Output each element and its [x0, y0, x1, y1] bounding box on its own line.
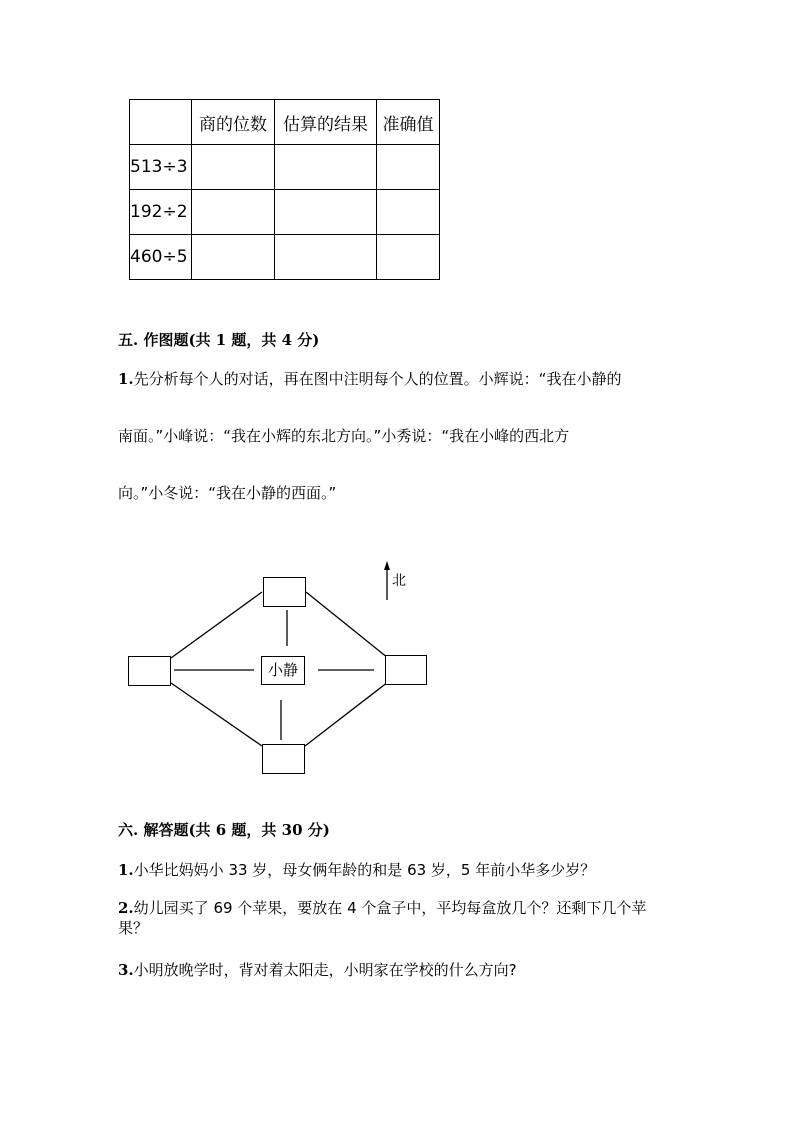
question-number: 1. [118, 861, 134, 879]
question-line: 向。”小冬说：“我在小静的西面。” [118, 484, 337, 502]
header-cell-quotient-digits: 商的位数 [192, 100, 275, 145]
row-expression: 460÷5 [130, 235, 192, 280]
answer-box-east[interactable] [385, 655, 427, 685]
header-cell-estimate: 估算的结果 [275, 100, 377, 145]
answer-box-north[interactable] [263, 577, 306, 607]
question-line [118, 859, 678, 880]
question-text: 小明放晚学时，背对着太阳走，小明家在学校的什么方向? [133, 961, 517, 979]
header-cell-exact: 准确值 [377, 100, 440, 145]
line-north-east [306, 592, 388, 658]
line-east-south [305, 682, 388, 746]
row-expression: 513÷3 [130, 145, 192, 190]
question-text: 小华比妈妈小 33 岁，母女俩年龄的和是 63 岁，5 年前小华多少岁？ [133, 861, 596, 879]
answer-box-west[interactable] [128, 656, 171, 686]
question-line [118, 898, 663, 938]
question-line [118, 959, 678, 980]
section6-title: 六. 解答题(共 6 题，共 30 分) [118, 821, 330, 839]
question-line: 南面。”小峰说：“我在小辉的东北方向。”小秀说：“我在小峰的西北方 [118, 427, 570, 445]
row-expression: 192÷2 [130, 190, 192, 235]
section5-title: 五. 作图题(共 1 题，共 4 分) [118, 331, 320, 349]
line-west-north [171, 592, 262, 658]
center-label-box: 小静 [261, 656, 305, 685]
line-south-west [171, 683, 262, 746]
north-label: 北 [392, 573, 406, 589]
question-number: 1. [118, 370, 134, 388]
question-number: 2. [118, 899, 134, 917]
question-text: 幼儿园买了 69 个苹果，要放在 4 个盒子中，平均每盒放几个？还剩下几个苹果？ [118, 899, 647, 937]
north-arrow-icon [384, 561, 390, 570]
answer-box-south[interactable] [262, 744, 305, 774]
question-text: 先分析每个人的对话，再在图中注明每个人的位置。小辉说：“我在小静的 [133, 370, 622, 388]
question-number: 3. [118, 961, 134, 979]
